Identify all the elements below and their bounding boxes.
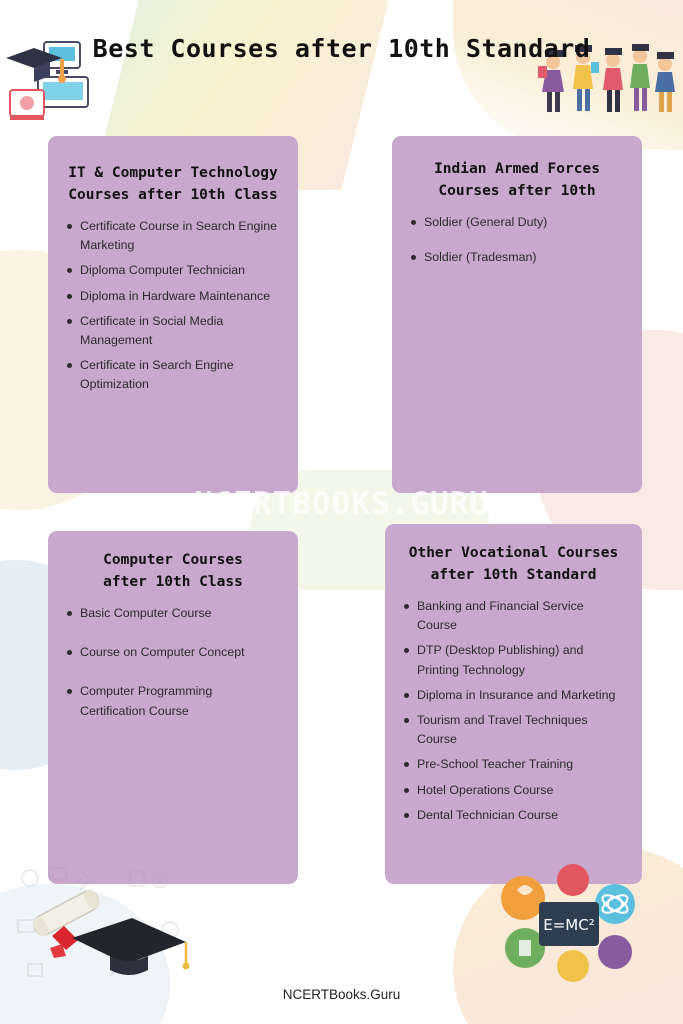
card-title [64,549,282,594]
card-title-line2: after 10th Class [103,574,243,591]
list-item: Certificate in Search Engine Optimization [66,356,280,394]
list-item: Pre-School Teacher Training [403,755,624,774]
list-item: Diploma in Insurance and Marketing [403,686,624,705]
list-item: Certificate in Social Media Management [66,312,280,350]
page-title: Best Courses after 10th Standard [92,34,591,63]
science-education-icons [495,862,645,982]
list-item: Soldier (Tradesman) [410,248,624,267]
card-title-line1: Computer Courses [103,552,243,568]
card-title-line1: Indian Armed Forces [434,161,600,177]
svg-text:E=MC²: E=MC² [543,916,595,934]
card-indian-armed-forces [392,136,642,493]
card-title-line2: after 10th Standard [430,567,597,584]
card-title-line1: Other Vocational Courses [408,545,619,561]
list-item: Diploma Computer Technician [66,261,280,280]
list-item: Diploma in Hardware Maintenance [66,287,280,306]
list-item: Tourism and Travel Techniques Course [403,711,624,749]
watermark: NCERTBOOKS.GURU [194,486,489,522]
card-computer-courses [48,531,298,884]
list-item: Banking and Financial Service Course [403,597,624,635]
card-title-line2: Courses after 10th Class [68,187,278,204]
course-list [401,597,626,825]
course-list [64,604,282,721]
footer-credit: NCERTBooks.Guru [282,987,401,1002]
course-list [408,213,626,267]
card-title [408,158,626,203]
list-item: Computer Programming Certification Course [66,682,280,720]
card-title-line1: IT & Computer Technology [68,165,278,181]
list-item: DTP (Desktop Publishing) and Printing Technology [403,641,624,679]
card-other-vocational-courses [385,524,642,884]
list-item: Hotel Operations Course [403,781,624,800]
card-it-computer-technology [48,136,298,493]
list-item: Soldier (General Duty) [410,213,624,232]
list-item: Basic Computer Course [66,604,280,623]
card-title-line2: Courses after 10th [438,183,596,200]
graduation-cap-diploma-icon [10,860,190,990]
list-item: Dental Technician Course [403,806,624,825]
list-item: Course on Computer Concept [66,643,280,662]
card-title [64,162,282,207]
course-list [64,217,282,395]
list-item: Certificate Course in Search Engine Marketing [66,217,280,255]
card-title [401,542,626,587]
